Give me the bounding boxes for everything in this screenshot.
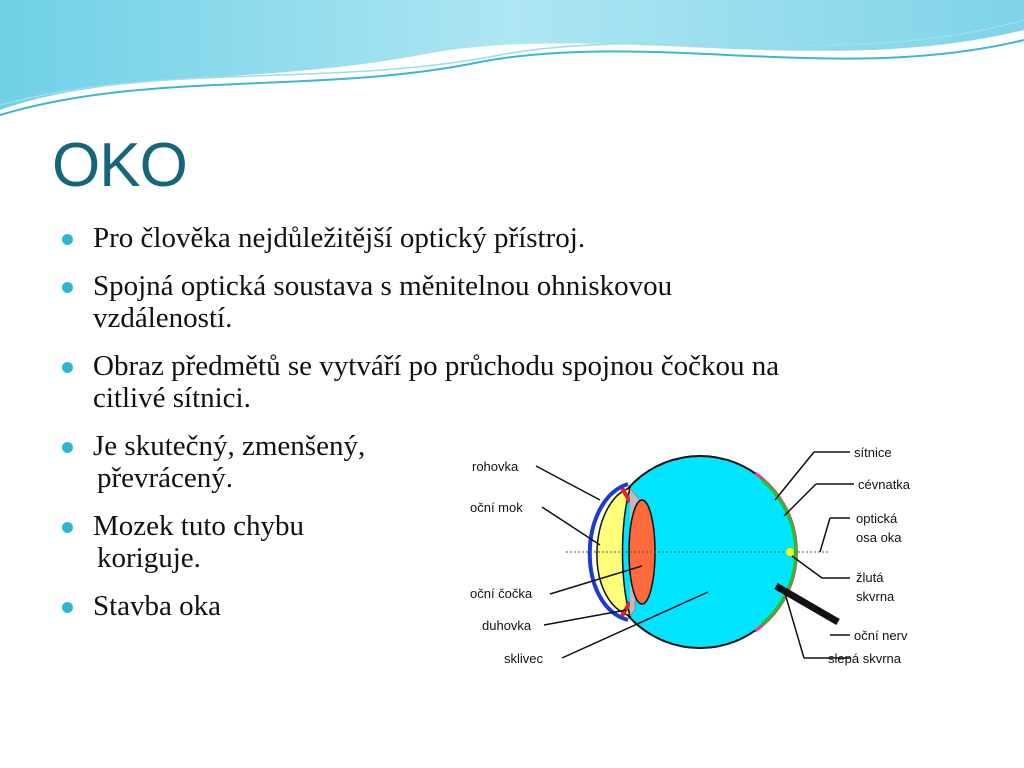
bullet-item [60,510,473,574]
bullet-text-continued: vzdáleností. [93,302,233,334]
yellow-spot [786,548,794,556]
bullet-dot-icon [62,522,73,533]
label-rohovka: rohovka [472,459,519,474]
bullet-item [60,270,980,334]
label-duhovka: duhovka [482,618,532,633]
header-wave-decoration [0,0,1024,130]
slide-title: OKO [52,131,187,200]
bullet-text-continued: převrácený. [97,462,234,494]
label-cevnatka: cévnatka [858,477,911,492]
label-sitnice: sítnice [854,445,892,460]
label-sklivec: sklivec [504,651,544,666]
label-opticka: optická [856,511,898,526]
bullet-text-continued: koriguje. [97,542,201,574]
bullet-dot-icon [62,234,73,245]
bullet-text: Je skutečný, zmenšený, [93,430,366,462]
eye-anatomy-diagram [470,440,930,668]
label-osa-oka: osa oka [856,530,902,545]
bullet-item [60,590,473,622]
label-ocni-cocka: oční čočka [470,586,533,601]
label-zluta: žlutá [856,570,884,585]
label-ocni-mok: oční mok [470,500,523,515]
bullet-text: Pro člověka nejdůležitější optický přístroj. [93,222,586,254]
bullet-text: Spojná optická soustava s měnitelnou ohniskovou [93,270,673,302]
bullet-dot-icon [62,442,73,453]
label-ocni-nerv: oční nerv [854,628,908,643]
bullet-item [60,430,473,494]
bullet-text: Mozek tuto chybu [93,510,305,542]
bullet-dot-icon [62,282,73,293]
bullet-text: Stavba oka [93,590,222,622]
bullet-dot-icon [62,602,73,613]
bullet-item [60,350,980,414]
bullet-dot-icon [62,362,73,373]
bullet-text-continued: citlivé sítnici. [93,382,251,414]
label-slepa-skvrna: slepá skvrna [828,651,901,666]
label-skvrna: skvrna [856,589,895,604]
bullet-item [60,222,980,254]
bullet-text: Obraz předmětů se vytváří po průchodu spojnou čočkou na [93,350,780,382]
